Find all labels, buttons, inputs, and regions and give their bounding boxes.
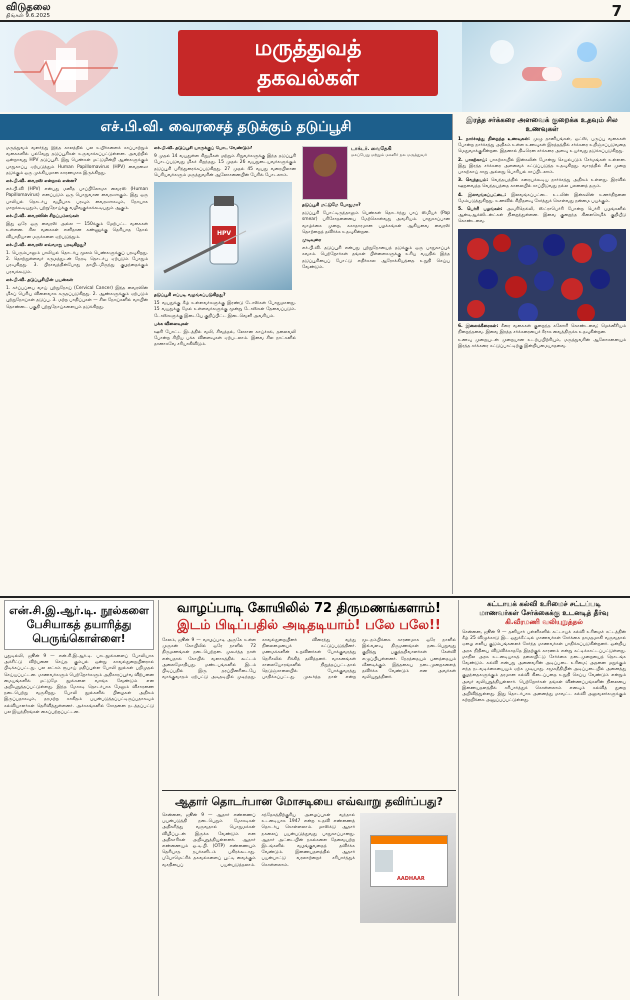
aadhaar-card-label: AADHAAR [397,876,425,882]
blood-sugar-article [458,116,626,594]
rte-headline-line1: கட்டாயக் கல்வி உரிமைச் சட்டப்படி [487,600,601,608]
section-banner [0,22,630,112]
temple-headline-line2: இடம் பிடிப்பதில் அடிதடியாம்! பலே பலே!! [177,618,441,633]
banner-title-box [178,30,438,96]
hpv-sub9: முடிவுரை [302,238,321,244]
section-divider [162,790,456,791]
ncert-article [4,600,154,996]
hpv-p4: 1. கர்ப்பப்பை வாய் புற்றுநோய் (Cervical Cancer) இந்த வைரஸின் மிகப் பெரிய விளைவாக கருதப்படுகிறது. 2. ஆண்களுக்கும் ஏற்படும் புற்றுநோய்கள் தடுப்பு. 3. மற்ற பாதிப்புகள் — சில நோய்களில் வாயின் தொண்டை பகுதி புற்றுநோய்களையும் தடுக்கிறது. [6,286,148,310]
aadhaar-headline: ஆதார் தொடர்பான மோசடியை எவ்வாறு தவிர்ப்பது? [175,795,443,808]
author-box [302,146,450,200]
blood-item: 4. இலவங்கப்பட்டை: இலவங்கப்பட்டை உடலின் இன்சுலின் உணர்திறனை மேம்படுத்துகிறது. உணவில் சிறிதளவு சேர்த்துக் கொள்வது நன்மை பயக்கும். [458,192,626,204]
vaccine-label: HPV [216,230,232,238]
hpv-column-1 [6,146,148,594]
section-divider [0,596,630,598]
blood-headline: இரத்த சர்க்கரை அளவைக் குறைக்க உதவும் சில உணவுகள் [466,116,618,133]
blood-tail: உணவு முறையுடன் முறையான உடற்பயிற்சியும், மருத்துவரின் ஆலோசனையும் இரத்த சர்க்கரை கட்டுப்பாட்டிற்கு இன்றியமையாதவை. [458,338,626,350]
hpv-sub6: தடுப்பூசி எப்படி வழங்கப்படுகிறது? [154,293,226,299]
blood-item: 6. இலைக்கீரைகள்: கீரை வகைகள் குறைந்த கலோரி கொண்டவை; மெக்னீசியம் நிறைந்தவை. இவை இரத்த சர்க்கரையைச் சீராக வைத்திருக்க உதவுகின்றன. [458,323,626,335]
rte-article [462,600,626,996]
hpv-column-2 [154,146,296,594]
hpv-sub8: தடுப்பூசி மட்டுமே போதுமா? [302,203,361,208]
column-divider [452,114,453,594]
hpv-p8: தடுப்பூசி போட்டிருந்தாலும் பெண்கள் தொடர்ந்து பாப் ஸ்மியர் (Pap smear) பரிசோதனையை மேற்கொள்வது அவசியம். பாதுகாப்பான வாழ்க்கை முறை, சுகாதாரமான பழக்கங்கள் ஆகியவை வைரஸ் தொற்றைத் தவிர்க்க உதவுகின்றன. [302,211,450,235]
hpv-sub1: எச்.பி.வி. வைரஸ் என்றால் என்ன? [6,179,77,185]
paper-name: விடுதலை [6,2,51,13]
date-line: திங்கள் 9.6.2025 [6,13,51,19]
vaccine-photo [154,182,292,290]
ncert-headline-box [4,600,154,650]
page-number: 7 [611,2,622,20]
berries-icon [458,229,626,321]
ncert-body: புதுடில்லி, ஜூன் 9 — என்.சி.இ.ஆர்.டி. பாடநூல்களைப் போலியாக அச்சிட்டு விற்பனை செய்த கும்பல் ஒன்று காவல்துறையினரால் பிடிக்கப்பட்டது. பல லட்சம் ரூபாய் மதிப்புள்ள போலி நூல்கள் பறிமுதல் செய்யப்பட்டன. மாணவர்களும் பெற்றோர்களும் அதிகாரப்பூர்வ விற்பனை மையங்களில் மட்டுமே நூல்களை வாங்க வேண்டும் என அறிவுறுத்தப்பட்டுள்ளது. இந்த மோசடி தொடர்பாக மேலும் விசாரணை நடைபெற்று வருகிறது. போலி நூல்களில் பிழைகள் அதிகம் இருப்பதாகவும், தரமற்ற காகிதம் பயன்படுத்தப்பட்டிருப்பதாகவும் கல்வியாளர்கள் தெரிவித்துள்ளனர். அச்சகங்களில் சோதனை நடத்தப்பட்டு பல இயந்திரங்கள் கைப்பற்றப்பட்டன. [4,654,154,715]
rte-body: சென்னை, ஜூன் 9 — தனியார் பள்ளிகளில் கட்டாயக் கல்வி உரிமைச் சட்டத்தின் கீழ் 25 விழுக்காடு இட ஒதுக்கீட்டில் மாணவர்கள் சேர்க்கை தாமதமாகி வருவதால் ஏழை எளிய குடும்பங்களைச் சேர்ந்த மாணவர்கள் பாதிக்கப்படுகின்றனர். ஒன்றிய அரசு நிதியை விடுவிக்காததே இதற்குக் காரணம் என்று சுட்டிக்காட்டப்பட்டுள்ளது. மாநில அரசு உடனடியாகத் தலையிட்டு சேர்க்கை நடைமுறையைத் தொடங்க வேண்டும். கல்வி என்பது அனைவரின் அடிப்படை உரிமை; அதனை மறுக்கும் எந்த நடவடிக்கையையும் ஏற்க முடியாது. சமூகநீதியின் அடிப்படையில் அனைத்து குழந்தைகளுக்கும் தரமான கல்வி கிடைப்பதை உறுதி செய்ய வேண்டும் என்றும் அவர் வலியுறுத்தியுள்ளார். பெற்றோர்கள் தங்கள் விண்ணப்பங்களின் நிலையை இணையதளத்தில் சரிபார்த்துக் கொள்ளலாம் எனவும் கல்வித் துறை அறிவித்துள்ளது. இது தொடர்பாக அனைத்து மாவட்ட கல்வி அலுவலர்களுக்கும் சுற்றறிக்கை அனுப்பப்பட்டுள்ளது. [462,630,626,704]
temple-headline-line1: வாழப்பாடி கோயிலில் 72 திருமணங்களாம்! [177,601,441,616]
column-divider [458,600,459,996]
temple-body: சேலம், ஜூன் 9 — வாழப்பாடி அருகே உள்ள முருகன் கோயிலில் ஒரே நாளில் 72 திருமணங்கள் நடைபெற்றன. முகூர்த்த நாள் என்பதால் கோயில் வளாகத்தில் கூட்டம் அலைமோதியது. மண்டபங்களில் இடம் பிடிப்பதில் இரு தரப்பினரிடையே வாக்குவாதம் ஏற்பட்டு அடிதடியில் முடிந்தது. காவல்துறையினர் விரைந்து வந்து நிலைமையைக் கட்டுப்படுத்தினர். மணமக்களின் உறவினர்கள் போக்குவரத்து நெரிசலில் சிக்கித் தவித்தனர். வாகனங்கள் சாலையோரங்களில் நிறுத்தப்பட்டதால் நெடுஞ்சாலையில் போக்குவரத்து பாதிக்கப்பட்டது. முகூர்த்த நாள் என்ற மூடநம்பிக்கை காரணமாக ஒரே நாளில் இவ்வளவு திருமணங்கள் நடைபெறுவது குறித்து பகுத்தறிவாளர்கள் கேள்வி எழுப்பியுள்ளனர். நேரத்தையும் பணத்தையும் வீணடிக்கும் இத்தகைய நடைமுறைகளைத் தவிர்க்க வேண்டும் என அவர்கள் வலியுறுத்தினர். [162,638,456,681]
berries-photo [458,229,626,321]
hpv-column-3 [302,146,450,594]
author-photo [302,146,348,200]
hpv-p2: இது ஒரே ஒரு வைரஸ் அல்ல — 150க்கும் மேற்பட்ட வகைகள் உள்ளன. சில வகைகள் எளிதான கண்ணுக்கு தெரியாத தோல் வியாதியான மருக்களை ஏற்படுத்தும். [6,222,148,240]
hpv-sub3: எச்.பி.வி. வைரஸ் எவ்வாறு பரவுகிறது? [6,242,87,248]
hpv-sub7: பக்க விளைவுகள் [154,321,189,327]
banner-photo [462,22,630,112]
pills-icon [482,32,612,102]
blood-item: 5. பெர்ரி பழங்கள்: அவுரிநெல்லி, ஸ்ட்ராபெர்ரி போன்ற பெர்ரி பழங்களில் ஆன்டிஆக்ஸிடன்ட்கள் நிறைந்துள்ளன. இவை குறைந்த கிளைசெமிக் குறியீடு கொண்டவை. [458,207,626,225]
banner-title-line2: தகவல்கள் [257,66,359,91]
author-name: டாக்டர். வைதேகி [351,146,392,152]
ncert-headline: என்.சி.இ.ஆர்.டி. நூல்களை பேசியாகத் தயாரித்து பெருங்கொள்ளை! [9,604,149,645]
column-divider [158,600,159,996]
rte-headline-line2: மாணவர்கள் சேர்க்கைக்கு உடனடித் தீர்வு [479,609,609,617]
hpv-p1: எச்.பி.வி (HPV) என்பது மனித பாப்பிலோமா வைரஸ் (Human Papillomavirus) எனப்படும் ஒரு பொதுவான வைரஸாகும். இது ஒரு பாலியல் தொடர்பு வழியாக பரவும் வைரஸாகவும், நோயாக மாறக்கூடியதும், புற்றுநோய்க்கு வழிவகுக்கக்கூடியதும் ஆகும். [6,187,148,211]
hpv-headline-bar [0,114,452,140]
masthead [0,0,630,22]
rte-headline-line3: கி.வீரமணி வலியுறுத்தல் [505,618,583,626]
blood-items-2 [458,324,626,351]
hpv-p9: எச்.பி.வி. தடுப்பூசி என்பது புற்றுநோயைத் தடுக்கும் ஒரு பாதுகாப்புக் கவசம். பெற்றோர்கள் தங்கள் பிள்ளைகளுக்கு உரிய வயதில் இந்த தடுப்பூசியைப் போட்டு எதிர்கால ஆரோக்கியத்தை உறுதி செய்ய வேண்டும். [302,246,450,270]
blood-item: 3. வெந்தயம்: வெந்தயத்தில் கரையக்கூடிய நார்ச்சத்து அதிகம் உள்ளது. இரவில் ஊறவைத்த வெந்தயத்தை காலையில் சாப்பிடுவது நல்ல பலனைத் தரும். [458,178,626,190]
blood-item: 2. பாகற்காய்: பாகற்காயில் இன்சுலின் போன்று செயல்படும் சேர்மங்கள் உள்ளன. இது இரத்த சர்க்கரை அளவைக் கட்டுப்படுத்த உதவுகிறது. வாரத்தில் சில முறை பாகற்காய் சாறு அல்லது பொரியல் சாப்பிடலாம். [458,157,626,176]
banner-title-line1: மருத்துவத் [254,36,362,61]
hpv-sub2: எச்.பி.வி. வைரஸின் சிறப்பம்சங்கள் [6,214,79,220]
aadhaar-photo [360,813,456,923]
aadhaar-body: சென்னை, ஜூன் 9 — ஆதார் எண்ணைப் பயன்படுத்தி நடைபெறும் மோசடிகள் அதிகரித்து வருவதால் பொதுமக்கள் விழிப்புடன் இருக்க வேண்டும் என அதிகாரிகள் அறிவுறுத்தியுள்ளனர். ஆதார் எண்ணையும் ஓ.டி.பி. (OTP) எண்ணையும் தெரியாத நபர்களிடம் பகிரக்கூடாது. பயோமெட்ரிக் தகவல்களைப் பூட்டி வைக்கும் வசதியைப் பயன்படுத்தலாம். சந்தேகத்திற்குரிய அழைப்புகள் வந்தால் உடனடியாக 1947 என்ற உதவி எண்ணைத் தொடர்பு கொள்ளலாம். மாஸ்க்டு ஆதார் நகலைப் பயன்படுத்துவது பாதுகாப்பானது. ஆதார் அட்டையின் நகல்களை தேவையற்ற இடங்களில் வழங்குவதைத் தவிர்க்க வேண்டும். இணையதளத்தில் ஆதார் பயன்பாட்டு வரலாற்றைச் சரிபார்த்துக் கொள்ளலாம். [162,813,355,868]
aadhaar-article [162,794,456,996]
hpv-p6: 15 வயதுக்கு கீழ் உள்ளவர்களுக்கு இரண்டு டோஸ்கள் போதுமானது. 15 வயதுக்கு மேல் உள்ளவர்களுக்கு மூன்று டோஸ்கள் தேவைப்படும். டோஸ்களுக்கு இடையே குறிப்பிட்ட இடைவெளி அவசியம். [154,301,296,319]
blood-items [458,137,626,226]
hpv-p5: 9 முதல் 14 வயதுள்ள சிறுமிகள் மற்றும் சிறுவர்களுக்கு இந்த தடுப்பூசி போடப்படுவது மிகச் சிறந்தது. 15 முதல் 26 வயதுடையவர்களுக்கும் தடுப்பூசி பரிந்துரைக்கப்படுகிறது. 27 முதல் 45 வயது வரையிலான பெரியவர்களும் மருத்துவரின் ஆலோசனையின் பேரில் போடலாம். [154,154,296,178]
hpv-sub4: எச்.பி.வி. தடுப்பூசியின் பயன்கள் [6,277,73,283]
aadhaar-card [370,835,448,887]
medical-heart-icon [6,26,126,110]
hpv-sub5: எச்.பி.வி. தடுப்பூசி யாருக்குப் போட வேண்டும்? [154,146,253,151]
hpv-headline: எச்.பி.வி. வைரசைத் தடுக்கும் தடுப்பூசி [100,119,352,135]
hpv-p7: ஊசி போட்ட இடத்தில் வலி, சிவத்தல், லேசான காய்ச்சல், தலைவலி போன்ற சிறிய பக்க விளைவுகள் ஏற்படலாம். இவை சில நாட்களில் தானாகவே சரியாகிவிடும். [154,330,296,348]
author-title: மகப்பேறு மற்றும் மகளிர் நல மருத்துவர் [351,152,428,158]
temple-article [162,600,456,788]
hpv-p3: 1. பெரும்பாலும் பாலியல் தொடர்பு மூலம் பெண்களுக்குப் பரவுகிறது. 2. தொற்றுள்ளவர் சருமத்துடன் நேரடி தொடர்பு ஏற்படும் போதும் பரவுகிறது. 3. பிரசவத்தின்போது தாயிடமிருந்து குழந்தைக்கும் பரவக்கூடும். [6,251,148,275]
blood-item: 1. நார்ச்சத்து நிறைந்த உணவுகள்: முழு தானியங்கள், ஓட்ஸ், பருப்பு வகைகள் போன்ற நார்ச்சத்து அதிகம் உள்ள உணவுகள் இரத்தத்தில் சர்க்கரை உறிஞ்சப்படுவதை மெதுவாக்குகின்றன. இதனால் திடீரென சர்க்கரை அளவு உயர்வது தடுக்கப்படுகிறது. [458,137,626,155]
hpv-intro: மருத்துவம் வளர்ந்து இந்த காலத்தில் பல உயிர்களைக் காப்பாற்றும் வகைகளில் பல்வேறு தடுப்பூசிகள் உருவாக்கப்பட்டுள்ளன. அவற்றில் ஒன்றாவது HPV தடுப்பூசி. இது பெண்கள் மட்டுமின்றி ஆண்களுக்கும் பாதுகாப்பு ஏற்படுத்தும் Human Papillomavirus (HPV) வைரஸை தடுக்கும் ஒரு முக்கியமான காரணமாக இருக்கிறது. [6,146,148,176]
